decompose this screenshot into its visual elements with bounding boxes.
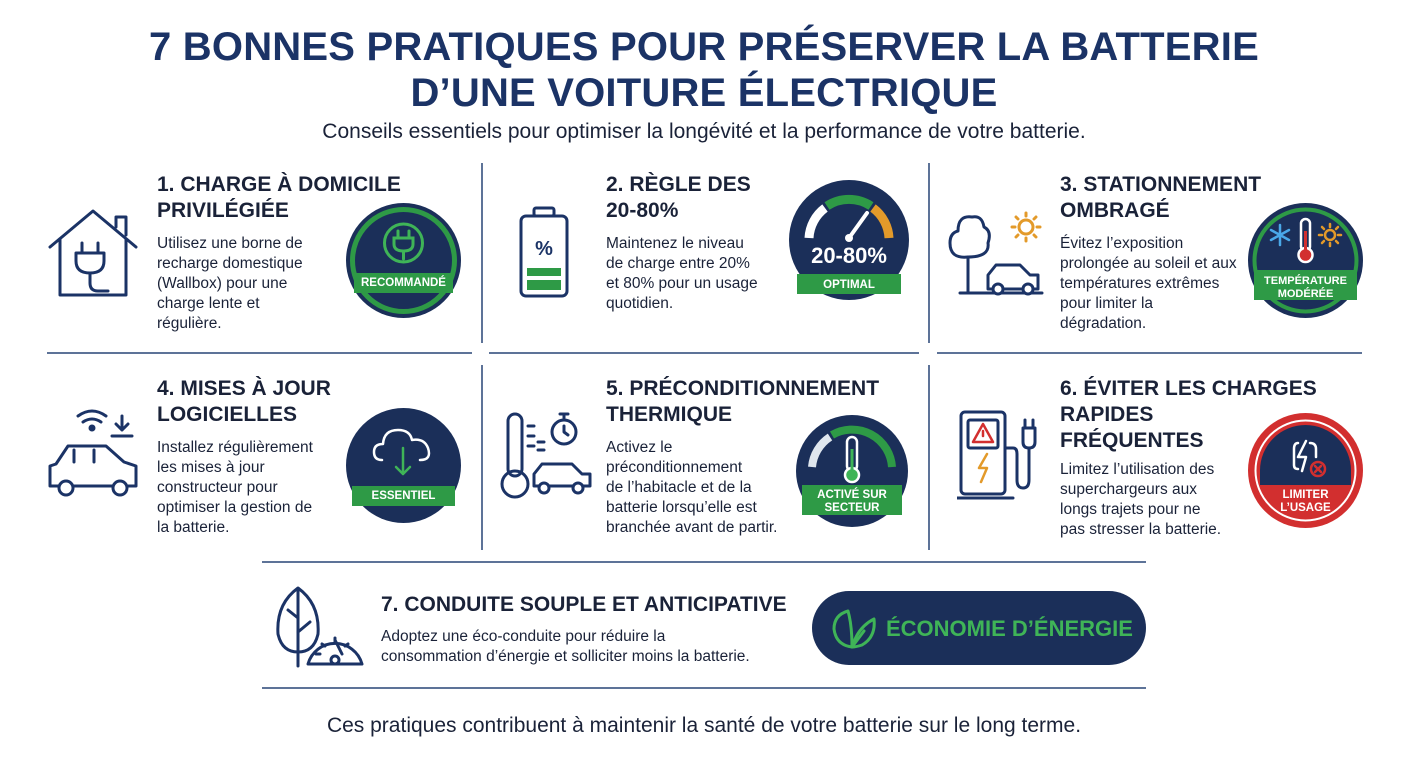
divider-h1	[47, 352, 472, 354]
tree-car-sun-icon	[946, 205, 1046, 299]
divider-h4	[262, 561, 1146, 563]
card-5-description: Activez le préconditionnement de l’habitacle et de la batterie lorsqu’elle est branchée avant de partir.	[606, 439, 778, 536]
divider-v1	[481, 163, 483, 343]
card-5-title: 5. PRÉCONDITIONNEMENT THERMIQUE	[606, 377, 880, 426]
card-6-description: Limitez l’utilisation des superchargeurs aux longs trajets pour ne pas stresser la batterie.	[1060, 461, 1222, 538]
title-line-2: D’UNE VOITURE ÉLECTRIQUE	[410, 71, 998, 115]
divider-v4	[928, 365, 930, 550]
card-7-description: Adoptez une éco-conduite pour réduire la consommation d’énergie et solliciter moins la batterie.	[381, 628, 750, 665]
divider-h5	[262, 687, 1146, 689]
badge-4-label: ESSENTIEL	[371, 490, 436, 502]
badge-active-sur-secteur	[796, 415, 908, 527]
leaf-speedometer-icon	[272, 582, 368, 672]
subtitle: Conseils essentiels pour optimiser la longévité et la performance de votre batterie.	[322, 120, 1086, 143]
card-6-title: 6. ÉVITER LES CHARGES RAPIDES FRÉQUENTES	[1060, 377, 1317, 452]
card-4-description: Installez régulièrement les mises à jour constructeur pour optimiser la gestion de la batterie.	[157, 439, 313, 536]
footer-note: Ces pratiques contribuent à maintenir la santé de votre batterie sur le long terme.	[326, 714, 1082, 737]
divider-v2	[928, 163, 930, 343]
card-2-description: Maintenez le niveau de charge entre 20% et 80% pour un usage quotidien.	[606, 235, 758, 312]
badge-3-label: TEMPÉRATURE MODÉRÉE	[1264, 275, 1347, 300]
divider-h3	[937, 352, 1362, 354]
badge-optimal	[789, 180, 909, 300]
card-1-description: Utilisez une borne de recharge domestique (Wallbox) pour une charge lente et régulière.	[157, 235, 303, 332]
badge-2-label: OPTIMAL	[823, 279, 875, 291]
badge-6-label: LIMITER L’USAGE	[1280, 489, 1331, 514]
card-2-title: 2. RÈGLE DES 20-80%	[606, 173, 751, 222]
card-7-title: 7. CONDUITE SOUPLE ET ANTICIPATIVE	[381, 593, 787, 616]
card-4-title: 4. MISES À JOUR LOGICIELLES	[157, 377, 331, 426]
badge-1-label: RECOMMANDÉ	[361, 277, 446, 289]
badge-limiter-usage	[1248, 413, 1363, 528]
title-line-1: 7 BONNES PRATIQUES POUR PRÉSERVER LA BATTERIE	[149, 25, 1259, 69]
leaves-icon	[828, 605, 878, 651]
divider-h2	[489, 352, 919, 354]
badge-7-label: ÉCONOMIE D’ÉNERGIE	[886, 616, 1133, 641]
card-3-title: 3. STATIONNEMENT OMBRAGÉ	[1060, 173, 1262, 222]
charging-station-icon	[957, 408, 1039, 502]
thermometer-car-timer-icon	[498, 408, 594, 502]
car-wifi-download-icon	[46, 408, 142, 502]
battery-percent-icon	[518, 205, 570, 299]
card-1-title: 1. CHARGE À DOMICILE PRIVILÉGIÉE	[157, 173, 401, 222]
badge-5-label: ACTIVÉ SUR SECTEUR	[817, 489, 887, 514]
badge-economie-energie	[812, 591, 1146, 665]
house-plug-icon	[46, 205, 140, 299]
badge-essentiel	[346, 408, 461, 523]
page-title	[0, 24, 1408, 116]
badge-recommande	[346, 203, 461, 318]
badge-temperature-moderee	[1248, 203, 1363, 318]
badge-2-value: 20-80%	[811, 243, 887, 268]
card-3-description: Évitez l’exposition prolongée au soleil et aux températures extrêmes pour limiter la dégradation.	[1060, 235, 1237, 332]
divider-v3	[481, 365, 483, 550]
svg-text:%: %	[535, 238, 553, 260]
